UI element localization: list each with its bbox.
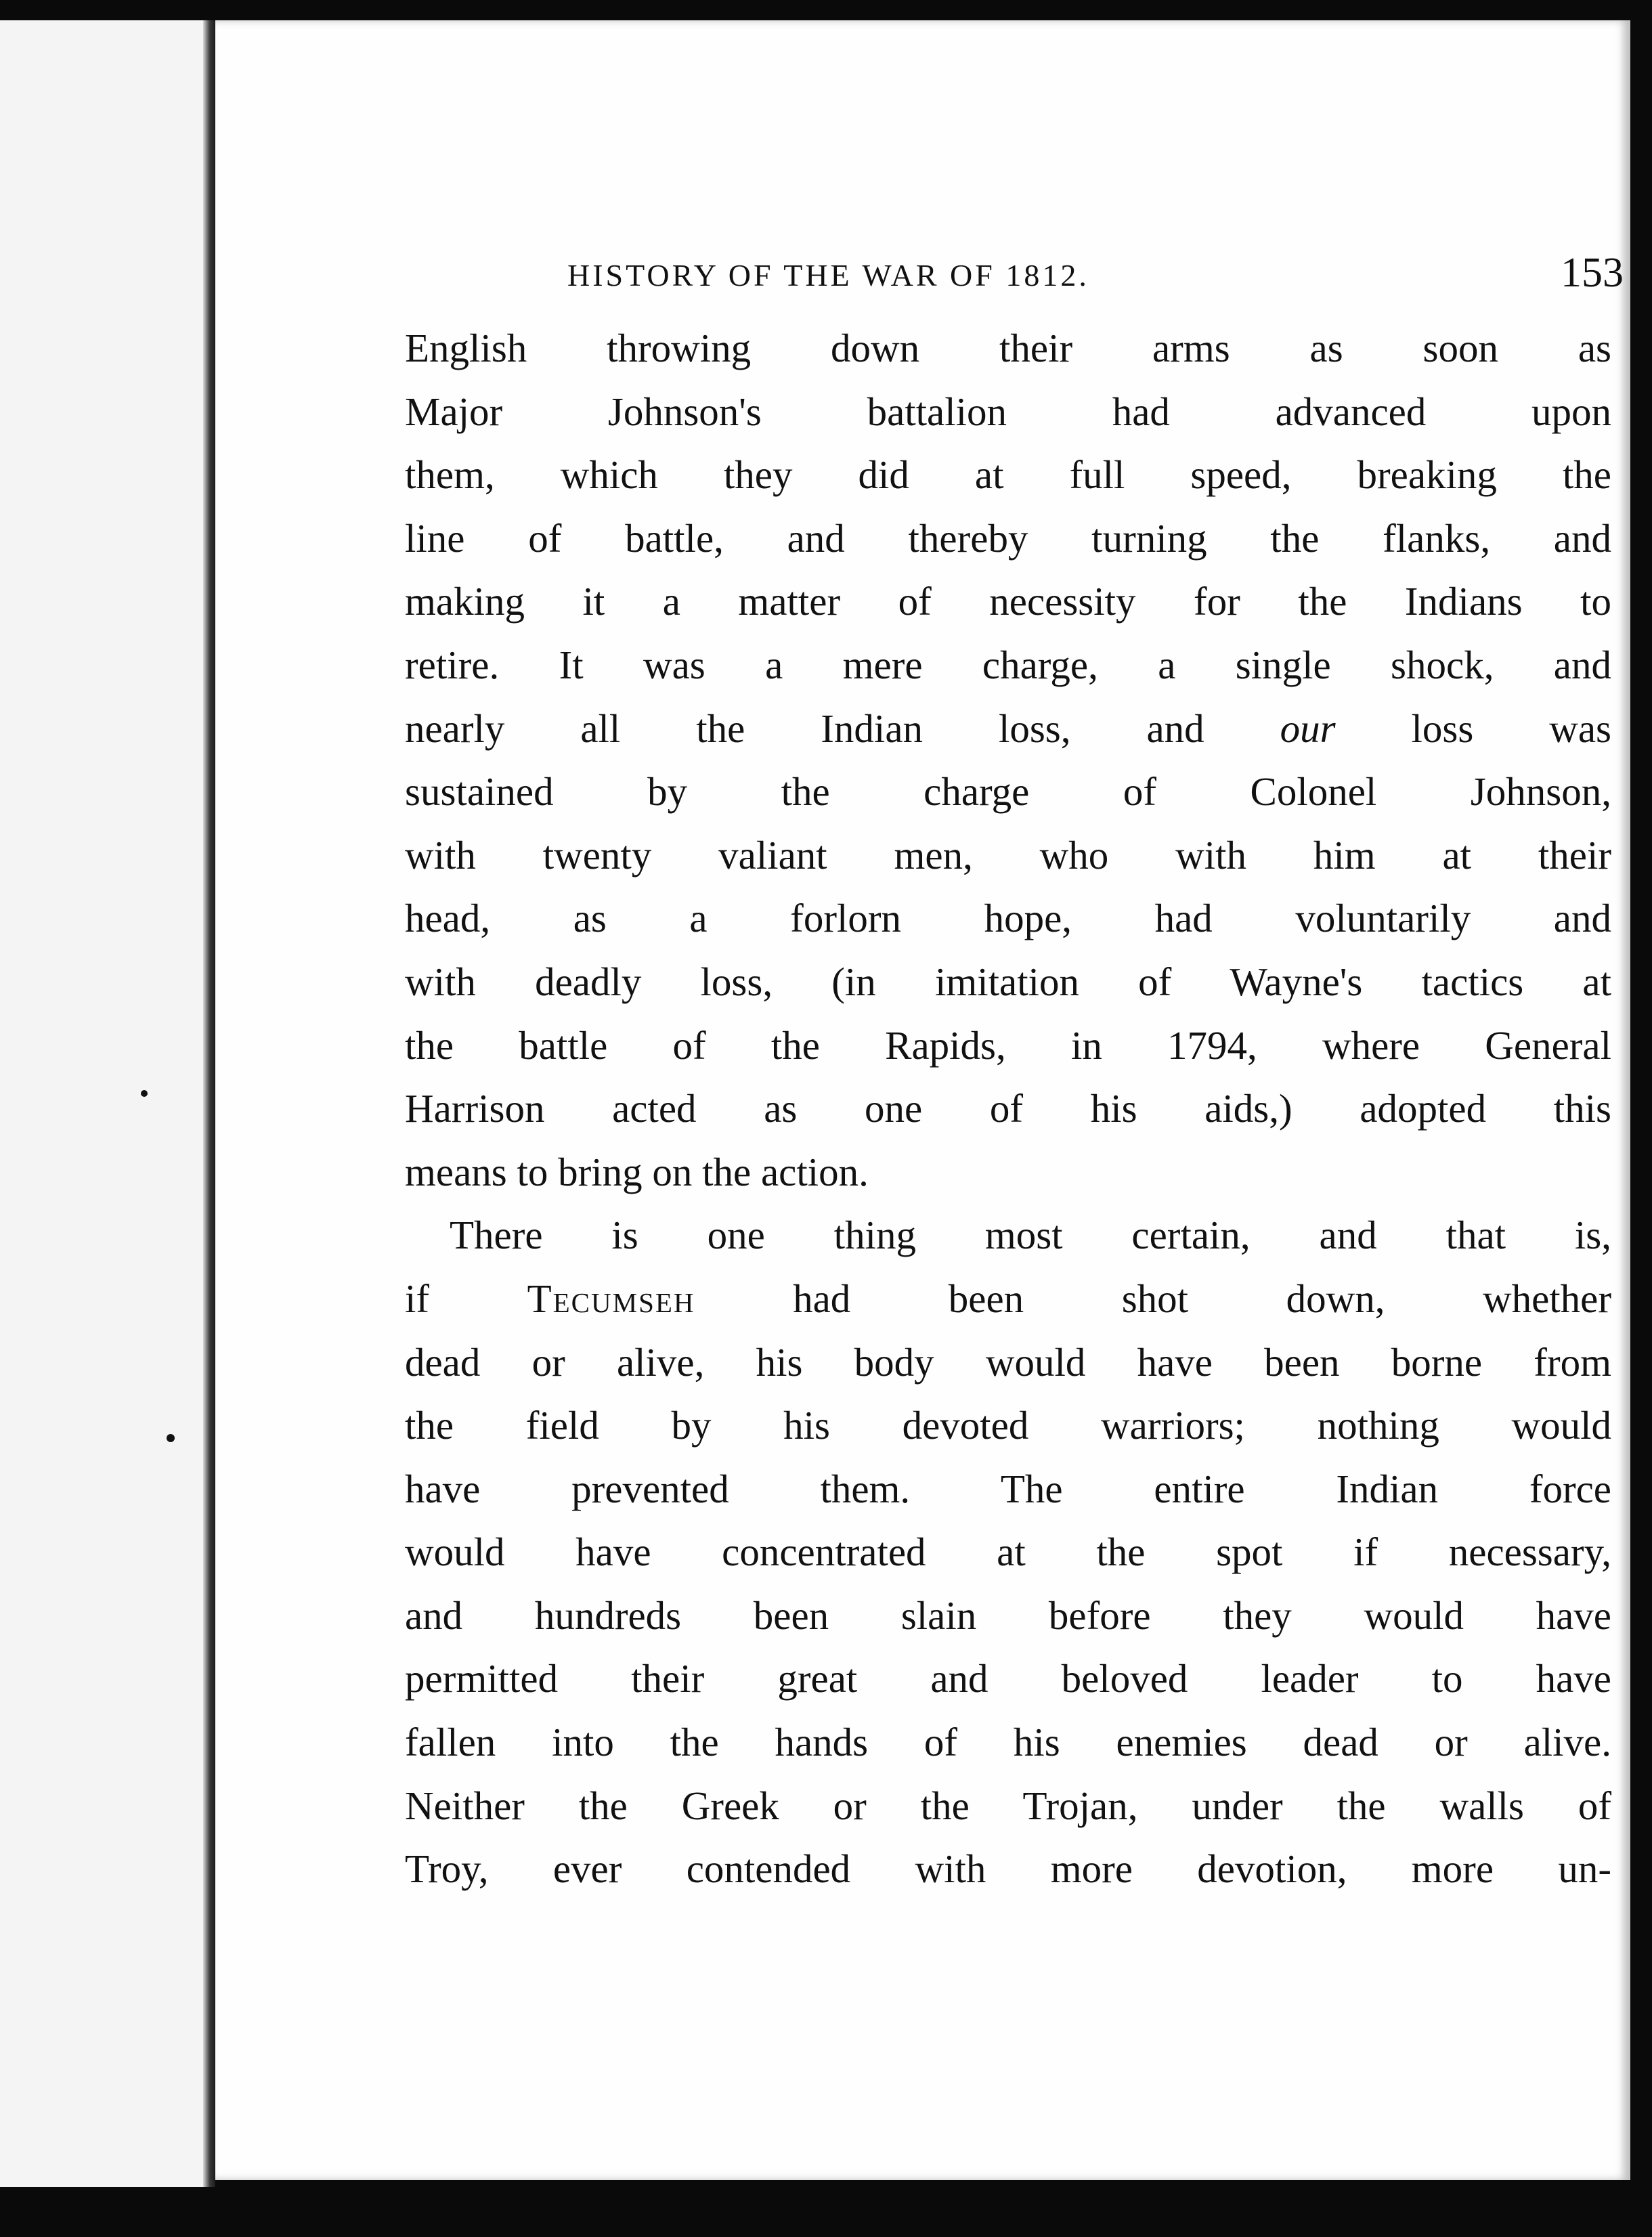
text-line: Troy, ever contended with more devotion, more un- bbox=[405, 1846, 1611, 1892]
page-number: 153 bbox=[1561, 250, 1624, 296]
text-run: had been shot down, whether bbox=[695, 1276, 1611, 1321]
text-line: fallen into the hands of his enemies dead or alive. bbox=[405, 1720, 1611, 1765]
paragraph-1 bbox=[405, 317, 1611, 1204]
text-line: dead or alive, his body would have been borne from bbox=[405, 1339, 1611, 1385]
text-line: permitted their great and beloved leader to have bbox=[405, 1656, 1611, 1701]
text-line: There is one thing most certain, and that is, bbox=[450, 1213, 1611, 1258]
text-line: Major Johnson's battalion had advanced upon bbox=[405, 389, 1611, 434]
text-run: loss was bbox=[1335, 705, 1611, 751]
italic-word: our bbox=[1280, 705, 1336, 751]
text-line: and hundreds been slain before they would have bbox=[405, 1592, 1611, 1638]
running-title: HISTORY OF THE WAR OF 1812. bbox=[567, 258, 1089, 292]
running-head bbox=[567, 244, 1624, 305]
text-line: would have concentrated at the spot if necessary, bbox=[405, 1529, 1611, 1575]
text-line bbox=[405, 697, 1611, 761]
ink-speck bbox=[167, 1434, 175, 1442]
ink-speck bbox=[141, 1090, 148, 1097]
text-line: sustained by the charge of Colonel Johnson, bbox=[405, 769, 1611, 815]
text-line: the field by his devoted warriors; nothing would bbox=[405, 1403, 1611, 1448]
text-line: them, which they did at full speed, breaking the bbox=[405, 452, 1611, 498]
text-line: have prevented them. The entire Indian force bbox=[405, 1466, 1611, 1511]
text-line: making it a matter of necessity for the Indians to bbox=[405, 579, 1611, 624]
text-line: the battle of the Rapids, in 1794, where General bbox=[405, 1022, 1611, 1068]
text-line: head, as a forlorn hope, had voluntarily and bbox=[405, 896, 1611, 941]
text-line: with twenty valiant men, who with him at their bbox=[405, 832, 1611, 877]
text-line: with deadly loss, (in imitation of Wayne's tactics at bbox=[405, 959, 1611, 1004]
book-page bbox=[215, 20, 1630, 2180]
book-gutter bbox=[203, 20, 215, 2187]
text-line bbox=[405, 1267, 1611, 1331]
facing-page-edge bbox=[0, 20, 215, 2187]
text-line: line of battle, and thereby turning the flanks, and bbox=[405, 515, 1611, 561]
text-line: retire. It was a mere charge, a single shock, and bbox=[405, 642, 1611, 687]
text-run: nearly all the Indian loss, and bbox=[405, 705, 1280, 751]
paragraph-2 bbox=[405, 1204, 1611, 1901]
text-line: Neither the Greek or the Trojan, under the walls of bbox=[405, 1783, 1611, 1828]
body-text bbox=[405, 317, 1611, 1901]
text-line: Harrison acted as one of his aids,) adopted this bbox=[405, 1086, 1611, 1131]
small-caps-name: Tecumseh bbox=[527, 1276, 695, 1321]
text-line: means to bring on the action. bbox=[405, 1149, 869, 1194]
text-line: English throwing down their arms as soon as bbox=[405, 326, 1611, 370]
text-run: if bbox=[405, 1276, 527, 1321]
